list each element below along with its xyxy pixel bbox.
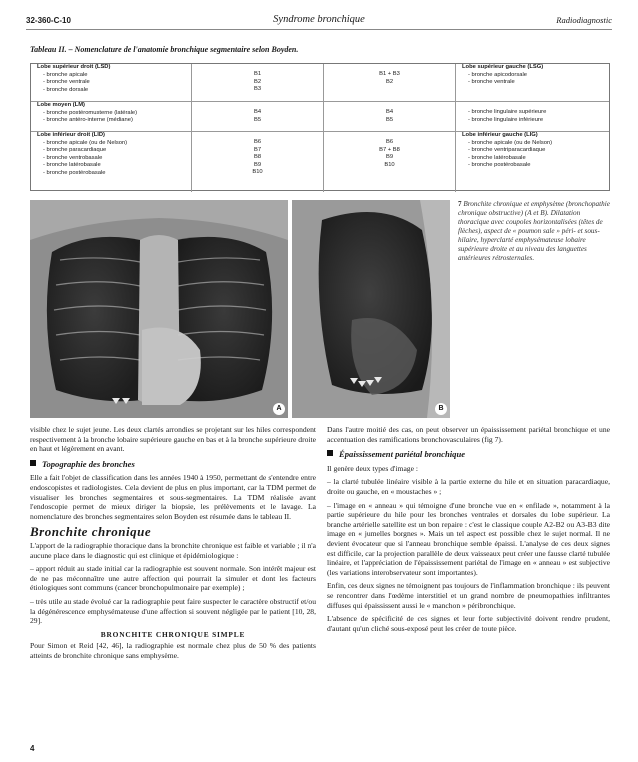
figure-caption-text: Bronchite chronique et emphysème (bronchopathie chronique obstructive) (A et B). Dilatation thoracique avec coupoles horizontalisées (têtes de flèches), aspect de « poumon sale » péri- et sous-hilaire, hyperclarté emphysémateuse lobaire supérieure droite et au niveau des languettes antérieures rétrosternales. (458, 200, 610, 262)
paragraph: Dans l'autre moitié des cas, on peut observer un épaississement pariétal bronchique et une accentuation des ramifications bronchovasculaires (fig 7). (327, 425, 610, 444)
segment-code: B3 (253, 86, 262, 92)
segment-code: B5 (253, 116, 262, 123)
lobe-title: Lobe supérieur droit (LSD) (37, 64, 111, 70)
section-name: Radiodiagnostic (556, 15, 612, 25)
segment-code: B1 + B3 (379, 71, 400, 77)
segment-code: B10 (252, 169, 263, 175)
segment-code: B9 (253, 161, 262, 168)
lobe-title: Lobe inférieur gauche (LIG) (462, 132, 538, 138)
page-header (26, 14, 612, 30)
bronchus-item: - bronche dorsale (43, 86, 89, 93)
paragraph: Enfin, ces deux signes ne témoignent pas toujours de l'inflammation bronchique : ils peuvent se rencontrer dans l'œdème interstitiel et un grand nombre de pneumopathies infiltrantes diffuses qui épaississent aussi le « manchon » péribronchique. (327, 581, 610, 610)
segment-code: B5 (385, 116, 394, 123)
paragraph: – très utile au stade évolué car la radiographie peut faire suspecter le caractère obstructif et/ou la dégénérescence emphysémateuse d'une affection si souvent négligée par le patient [10, 28, 29]. (30, 596, 316, 626)
paragraph: – l'image en « anneau » qui témoigne d'une bronche vue en « enfilade », notamment à la partie supérieure du hile pour les bronches ventrales et dorsales du lobe supérieur. La branche artérielle satellite est un bon repaire : c'est le classique couple A2-B2 ou A3-B3 dite image en « jumelles borgnes ». Mais un tel aspect est possible chez le sujet normal. Il ne devient évocateur que si l'anneau bronchique semble épaissi. L'analyse de ces deux signes est difficile, car la projection parallèle de deux vaisseaux peut créer une fausse clarté tubulée linéaire, et l'appréciation de l'épaississement pariétal de l'image en « anneau » est subjective (les variations interobservateur sont importantes). (327, 500, 610, 577)
paragraph: visible chez le sujet jeune. Les deux clartés arrondies se projetant sur les hiles correspondent respectivement à la bronche lobaire supérieure gauche en bas et à la bronche supérieure droite en haut et légèrement en avant. (30, 425, 316, 454)
bronchus-item: - bronche postérobasale (468, 162, 531, 168)
segment-code: B6 (253, 139, 262, 145)
figure-caption (458, 200, 610, 263)
bronchus-item: - bronche ventrale (468, 79, 515, 85)
bronchus-item: - bronche postérobasale (43, 169, 106, 176)
segment-code: B2 (253, 78, 262, 85)
bronchus-item: - bronche ventriparacardiaque (468, 147, 546, 153)
bronchus-item: - bronche lingulaire inférieure (468, 116, 544, 123)
chest-lateral-drawing (292, 200, 450, 418)
document-reference: 32-360-C-10 (26, 16, 71, 25)
table-row (31, 132, 609, 192)
figure-number: 7 (458, 200, 462, 208)
figure-label-b: B (435, 403, 447, 415)
paragraph: – apport réduit au stade initial car la radiographie est souvent normale. Son intérêt majeur est de ne pas méconnaître une autre affection qui pourrait la simuler et dont les facteurs étiologiques sont communs (cancer bronchopulmonaire par exemple) ; (30, 564, 316, 593)
left-text-column (30, 425, 316, 664)
bronchus-item: - bronche lingulaire supérieure (468, 109, 547, 115)
square-bullet-icon (327, 450, 333, 456)
paragraph: Elle a fait l'objet de classification dans les années 1940 à 1950, permettant de s'entendre entre endoscopistes et radiologistes. Cela devient de plus en plus important, car la TDM permet de visualiser les bronches segmentaires et sous-segmentaires. La TDM réalisée avant l'endoscopie permet de mieux diriger la biopsie, les prélèvements et le lavage. La nomenclature des bronches segmentaires selon Boyden est résumée dans le tableau II. (30, 473, 316, 521)
running-title: Syndrome bronchique (273, 14, 365, 25)
table-row (31, 102, 609, 132)
segment-code: B7 + B8 (379, 146, 400, 153)
page-number: 4 (30, 744, 35, 753)
segment-code: B9 (385, 154, 394, 160)
bronchus-item: - bronche apicale (43, 71, 88, 78)
figure-label-a: A (273, 403, 285, 415)
paragraph: Pour Simon et Reid [42, 46], la radiographie est normale chez plus de 50 % des patients atteints de bronchite chronique sans emphysème. (30, 641, 316, 660)
paragraph: L'apport de la radiographie thoracique dans la bronchite chronique est faible et variable ; il n'a aucune place dans le diagnostic qui est clinique et épidémiologique : (30, 540, 316, 560)
chapter-heading: Bronchite chronique (30, 524, 152, 540)
bronchus-item: - bronche ventrale (43, 79, 90, 85)
bronchus-item: - bronche apicale (ou de Nelson) (43, 139, 128, 146)
bronchus-item: - bronche postéromusterne (latérale) (43, 109, 138, 116)
right-text-column (327, 425, 610, 637)
table-row (31, 64, 609, 102)
lobe-title: Lobe moyen (LM) (37, 102, 85, 108)
lobe-title: Lobe inférieur droit (LID) (37, 132, 105, 138)
bronchus-item: - bronche antéro-interne (médiane) (43, 117, 133, 123)
section-heading: Topographie des bronches (30, 460, 316, 470)
segment-code: B1 (253, 71, 262, 77)
segment-code: B10 (384, 161, 395, 168)
bronchus-item: - bronche apicale (ou de Nelson) (468, 139, 553, 146)
bronchus-item: - bronche paracardiaque (43, 147, 107, 153)
nomenclature-table (30, 63, 610, 191)
segment-code: B6 (385, 139, 394, 145)
paragraph: Il genère deux types d'image : (327, 463, 418, 473)
subsection-heading: BRONCHITE CHRONIQUE SIMPLE (100, 629, 246, 639)
chest-frontal-drawing (30, 200, 288, 418)
xray-image-frontal (30, 200, 288, 418)
segment-code: B7 (253, 146, 262, 153)
bronchus-item: - bronche apicodorsale (468, 71, 527, 78)
square-bullet-icon (30, 460, 36, 466)
section-heading: Épaississement pariétal bronchique (327, 450, 610, 460)
paragraph: L'absence de spécificité de ces signes et leur forte subjectivité doivent rendre prudent, d'autant qu'un cliché sous-exposé peut les créer de toute pièce. (327, 614, 610, 633)
bronchus-item: - bronche latérobasale (468, 154, 526, 161)
paragraph: – la clarté tubulée linéaire visible à la partie externe du hile et en situation paracardiaque, droite ou gauche, en « moustaches » ; (327, 477, 610, 496)
xray-image-lateral (292, 200, 450, 418)
table-caption: Tableau II. – Nomenclature de l'anatomie bronchique segmentaire selon Boyden. (30, 45, 299, 54)
segment-code: B8 (253, 154, 262, 160)
bronchus-item: - bronche ventrobasale (43, 154, 103, 161)
segment-code: B4 (385, 109, 394, 115)
segment-code: B2 (385, 78, 394, 85)
segment-code: B4 (253, 109, 262, 115)
bronchus-item: - bronche latérobasale (43, 162, 101, 168)
lobe-title: Lobe supérieur gauche (LSG) (462, 64, 544, 70)
